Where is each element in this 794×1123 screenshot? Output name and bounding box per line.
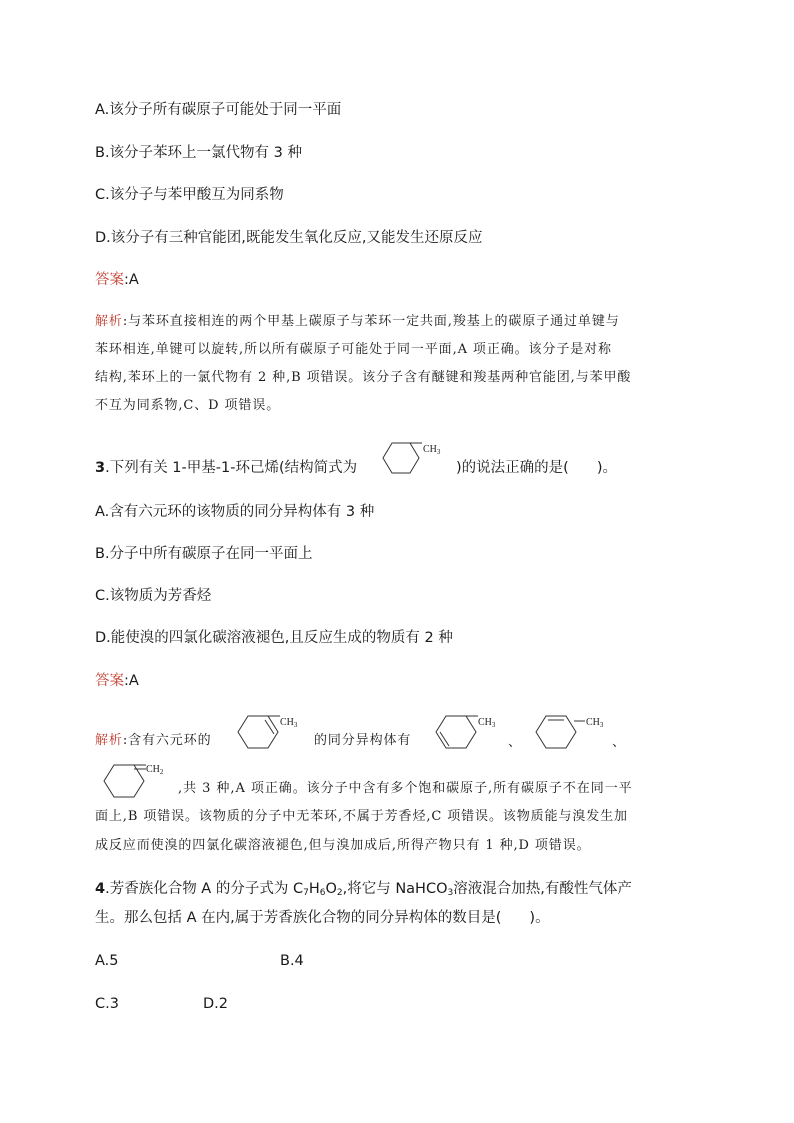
q2-option-d: D.该分子有三种官能团,既能发生氧化反应,又能发生还原反应 [95,230,483,246]
structure-isomer-1 [430,713,505,753]
q3-option-b: B.分子中所有碳原子在同一平面上 [95,546,313,562]
q2-option-c: C.该分子与苯甲酸互为同系物 [95,187,284,203]
explanation-text: :与苯环直接相连的两个甲基上碳原子与苯环一定共面,羧基上的碳原子通过单键与 [122,314,620,329]
structure-methylenecyclohexane [100,760,175,802]
q4-option-a: A.5 [95,953,119,969]
q2-option-a: A.该分子所有碳原子可能处于同一平面 [95,102,342,118]
q2-explanation-line-2: 苯环相连,单键可以旋转,所以所有碳原子可能处于同一平面,A 项正确。该分子是对称 [95,342,612,357]
answer-label: 答案 [95,272,124,288]
q2-explanation-line-1 [95,312,620,332]
q3-stem-text-1: .下列有关 1-甲基-1-环己烯(结构简式为 [105,460,358,476]
explanation-label: 解析 [95,733,123,748]
q2-answer [95,270,139,290]
q4-stem-line-2: 生。那么包括 A 在内,属于芳香族化合物的同分异构体的数目是( )。 [95,910,550,926]
q4-stem-line-1: 4.芳香族化合物 A 的分子式为 $C_7H_6O_2$,将它与 NaHCO$_3$溶液混合加热,有酸性气体产 [95,881,632,898]
q3-stem-end [456,458,617,478]
q4-option-b: B.4 [280,953,304,969]
q3-explanation-line-3: 面上,B 项错误。该物质的分子中无苯环,不属于芳香烃,C 项错误。该物质能与溴发生加 [95,809,628,824]
q3-stem-text-2: )的说法正确的是( [456,460,569,476]
q3-explanation-line-1a [95,731,212,751]
q3-explanation-line-4: 成反应而使溴的四氯化碳溶液褪色,但与溴加成后,所得产物只有 1 种,D 项错误。 [95,838,591,853]
explanation-label: 解析 [95,314,123,329]
q3-stem [95,458,357,478]
q4-option-d: D.2 [203,996,228,1012]
separator-1: 、 [508,735,522,750]
q4-option-c: C.3 [95,996,119,1012]
q2-explanation-line-3: 结构,苯环上的一氯代物有 2 种,B 项错误。该分子含有醚键和羧基两种官能团,与苯甲酸 [95,370,632,385]
question-number: 3 [95,460,106,476]
q3-explanation-line-2: ,共 3 种,A 项正确。该分子中含有多个饱和碳原子,所有碳原子不在同一平 [178,781,633,796]
explanation-text: :含有六元环的 [122,733,212,748]
answer-value: :A [124,272,139,288]
q3-option-a: A.含有六元环的该物质的同分异构体有 3 种 [95,504,375,520]
q3-option-c: C.该物质为芳香烃 [95,588,212,604]
answer-value: :A [124,673,139,689]
structure-1-methylcyclohexene [232,713,307,753]
q2-explanation-line-4: 不互为同系物,C、D 项错误。 [95,398,281,413]
structure-isomer-2 [530,713,605,753]
question-number: 4 [95,881,106,897]
q3-stem-text-3: )。 [596,460,617,476]
separator-2: 、 [612,735,626,750]
svg-text:CH3: $CH_3$ [280,717,298,729]
ch3-label: $CH_3$ [423,444,441,456]
q3-explanation-line-1b: 的同分异构体有 [314,733,412,748]
svg-text:CH2: $CH_2$ [146,764,164,776]
q3-answer [95,671,139,691]
svg-text:CH3: $CH_3$ [586,717,604,729]
svg-text:CH3: $CH_3$ [478,717,496,729]
methylcyclohexene-structure [378,440,448,476]
q2-option-b: B.该分子苯环上一氯代物有 3 种 [95,145,302,161]
answer-label: 答案 [95,673,124,689]
q3-option-d: D.能使溴的四氯化碳溶液褪色,且反应生成的物质有 2 种 [95,630,453,646]
